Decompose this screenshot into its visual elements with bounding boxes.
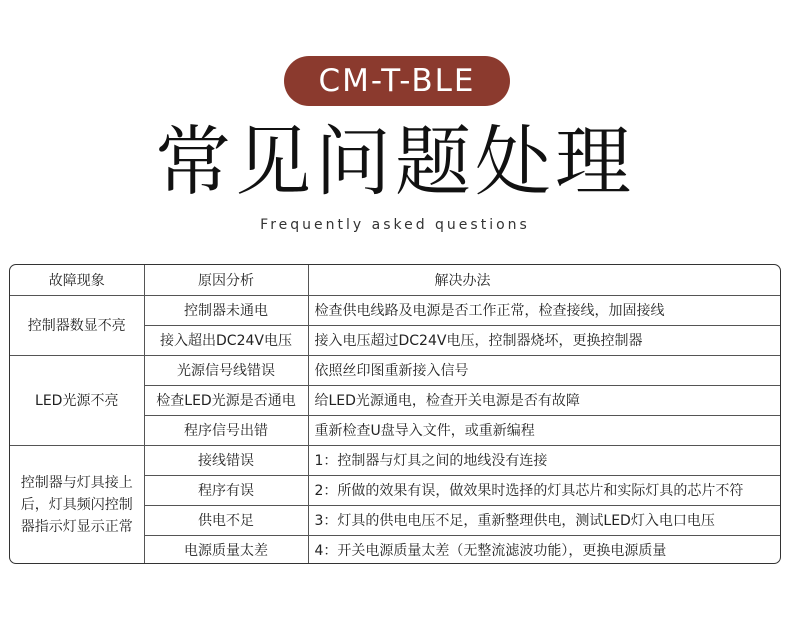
table-row [10,295,780,325]
cause-cell: 控制器未通电 [144,295,308,325]
table-row [10,355,780,385]
solution-cell: 2：所做的效果有误，做效果时选择的灯具芯片和实际灯具的芯片不符 [308,475,780,505]
faq-table-container [9,264,781,564]
solution-cell: 重新检查U盘导入文件，或重新编程 [308,415,780,445]
solution-cell: 1：控制器与灯具之间的地线没有连接 [308,445,780,475]
cause-cell: 检查LED光源是否通电 [144,385,308,415]
solution-cell: 检查供电线路及电源是否工作正常，检查接线，加固接线 [308,295,780,325]
symptom-cell: 控制器数显不亮 [10,295,144,355]
solution-cell: 给LED光源通电，检查开关电源是否有故障 [308,385,780,415]
model-badge: CM-T-BLE [284,56,510,106]
solution-cell: 接入电压超过DC24V电压，控制器烧坏，更换控制器 [308,325,780,355]
cause-cell: 接线错误 [144,445,308,475]
symptom-cell: 控制器与灯具接上后，灯具频闪控制器指示灯显示正常 [10,445,144,564]
cause-cell: 供电不足 [144,505,308,535]
symptom-cell: LED光源不亮 [10,355,144,445]
cause-cell: 接入超出DC24V电压 [144,325,308,355]
table-header-row [10,265,780,295]
header-solution: 解决办法 [308,265,780,295]
cause-cell: 电源质量太差 [144,535,308,564]
header-cause: 原因分析 [144,265,308,295]
cause-cell: 程序有误 [144,475,308,505]
cause-cell: 程序信号出错 [144,415,308,445]
page-subtitle: Frequently asked questions [260,217,530,233]
cause-cell: 光源信号线错误 [144,355,308,385]
solution-cell: 依照丝印图重新接入信号 [308,355,780,385]
table-row [10,445,780,475]
solution-cell: 4：开关电源质量太差（无整流滤波功能），更换电源质量 [308,535,780,564]
page-title: 常见问题处理 [155,117,635,206]
faq-table [10,265,780,564]
header-symptom: 故障现象 [10,265,144,295]
solution-cell: 3：灯具的供电电压不足，重新整理供电，测试LED灯入电口电压 [308,505,780,535]
